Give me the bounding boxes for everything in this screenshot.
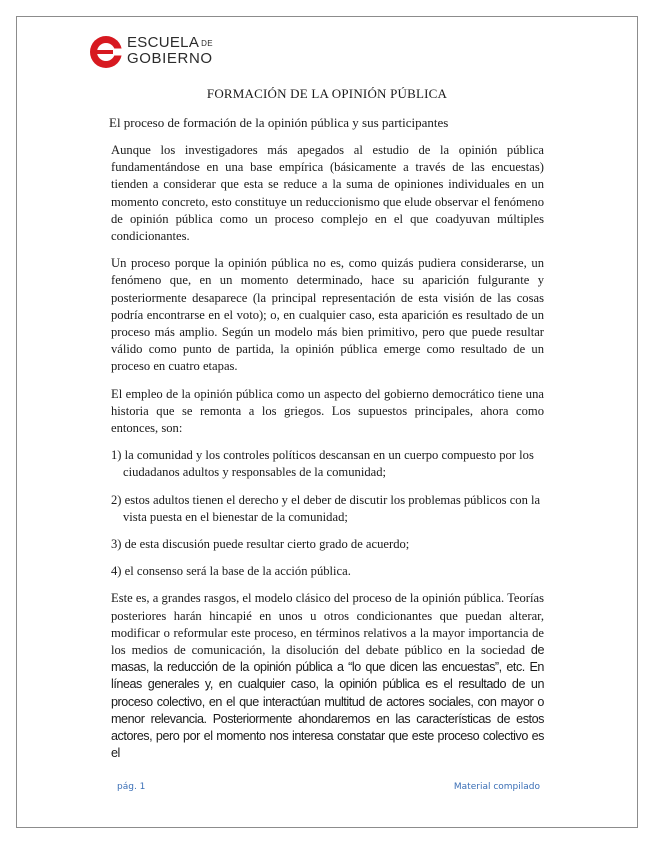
list-item-3: 3) de esta discusión puede resultar cierto grado de acuerdo; xyxy=(111,537,410,552)
paragraph-4 xyxy=(111,590,544,762)
document-body xyxy=(111,142,544,773)
document-page xyxy=(16,16,638,828)
logo-line1-small: DE xyxy=(201,39,213,48)
paragraph-4-part-c: etc. En líneas generales y, en cualquier caso, la opinión pública es el resultado de un proceso colectivo, en el que interactúan multitud de actores sociales, con mayor o menor relevancia. Posteriormente ahondaremos en las características de estos actores, pero por el momento nos interesa constatar que este proceso colectivo es el xyxy=(111,660,544,761)
logo-line2: GOBIERNO xyxy=(127,50,213,67)
document-title: FORMACIÓN DE LA OPINIÓN PÚBLICA xyxy=(206,86,448,101)
paragraph-3: El empleo de la opinión pública como un aspecto del gobierno democrático tiene una historia que se remonta a los griegos. Los supuestos principales, ahora como entonces, son: xyxy=(111,386,544,436)
list-item-4: 4) el consenso será la base de la acción pública. xyxy=(111,564,351,579)
logo-emblem-icon xyxy=(89,35,123,69)
list-item-1: 1) la comunidad y los controles políticos descansan en un cuerpo compuesto por los ciudadanos adultos y responsables de la comunidad; xyxy=(111,448,534,480)
paragraph-4-part-a: Este es, a grandes rasgos, el modelo clásico del proceso de la opinión pública. Teorías posteriores harán hincapié en unos u otros condicionantes que puedan alterar, modificar o reformular este proceso, en términos relativos a la mayor importancia de los medios de comunicación, la disolución del debate público en la sociedad xyxy=(111,591,544,658)
document-subtitle: El proceso de formación de la opinión pública y sus participantes xyxy=(109,115,449,130)
list-item-2: 2) estos adultos tienen el derecho y el deber de discutir los problemas públicos con la vista puesta en el bienestar de la comunidad; xyxy=(111,492,541,524)
paragraph-2: Un proceso porque la opinión pública no es, como quizás pudiera considerarse, un fenómeno que, en un momento determinado, hace su aparición fulgurante y posteriormente desaparece (la principal representación de esta visión de las cosas podría encontrarse en el voto); o, en cualquier caso, esta aparición es resultado de un proceso más amplio. Según un modelo más bien primitivo, pero que puede resultar válido como punto de partida, la opinión pública emerge como resultado de un proceso en cuatro etapas. xyxy=(111,256,544,374)
paragraph-4-part-b: de masas, la reducción de la opinión pública a “lo que dicen las encuestas”, xyxy=(111,643,544,675)
footer-source: Material compilado xyxy=(453,782,540,792)
paragraph-1: Aunque los investigadores más apegados al estudio de la opinión pública fundamentándose en una base empírica (básicamente a través de las encuestas) tienden a considerar que esta se reduce a la suma de opiniones individuales en un momento concreto, esto constituye un reduccionismo que elude observar el fenómeno de opinión pública como un proceso complejo en el que coadyuvan múltiples condicionantes. xyxy=(111,143,544,244)
page-number: pág. 1 xyxy=(117,782,146,792)
logo-line1: ESCUELA xyxy=(127,34,200,51)
logo-wordmark xyxy=(127,35,213,66)
